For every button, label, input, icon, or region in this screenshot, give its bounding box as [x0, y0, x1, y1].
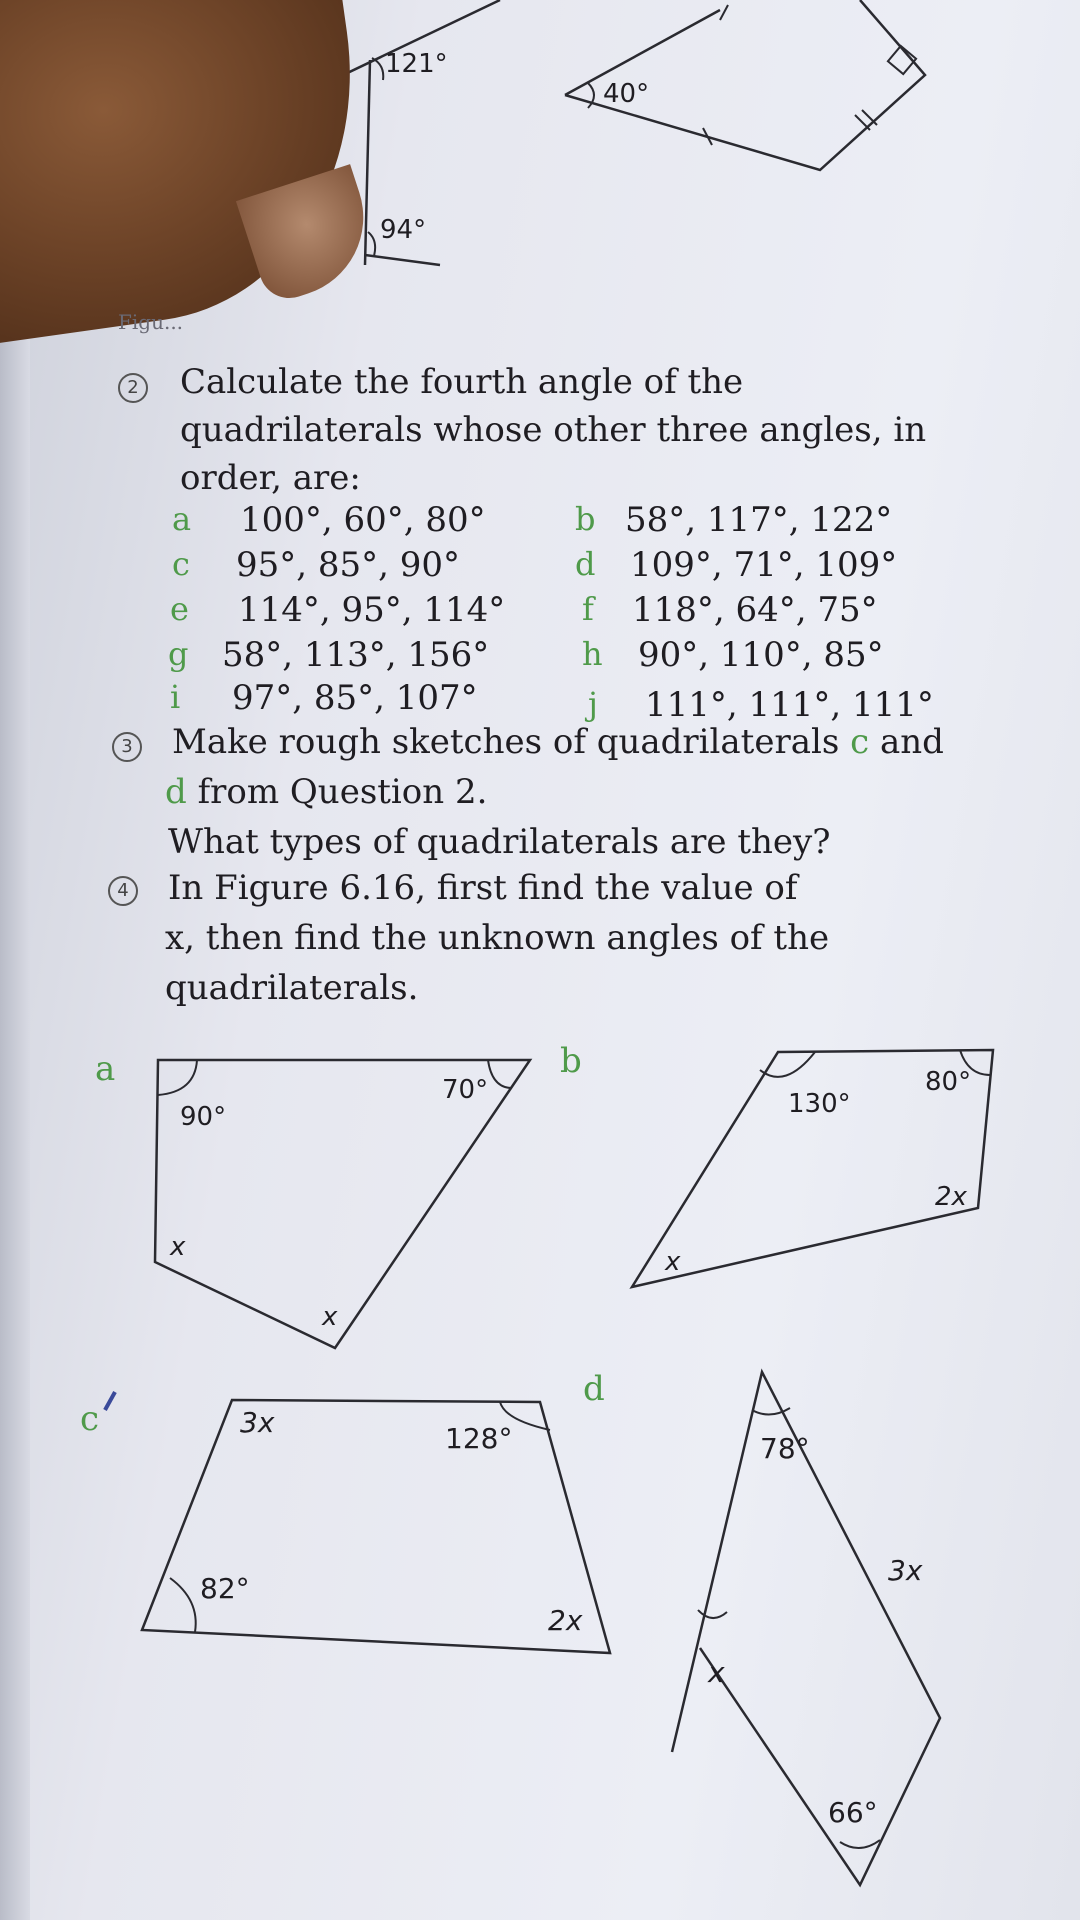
q2-item-e-text: 114°, 95°, 114° — [238, 590, 506, 630]
figure-b-angle-130: 130° — [788, 1089, 851, 1119]
figure-b-angle-80: 80° — [925, 1067, 972, 1097]
figure-c-angle-128: 128° — [445, 1422, 513, 1455]
q2-item-b-text: 58°, 117°, 122° — [625, 500, 893, 540]
figure-a-angle-x-left: x — [170, 1232, 186, 1262]
figure-c-letter: c — [80, 1399, 100, 1439]
q2-item-j-text: 111°, 111°, 111° — [645, 685, 934, 725]
figure-b-angle-x: x — [665, 1247, 681, 1277]
q3-line-1-post: and — [880, 722, 944, 762]
question-2-number: 2 — [118, 373, 148, 403]
figure-a-angle-70: 70° — [442, 1075, 489, 1105]
figure-d-angle-78: 78° — [760, 1432, 810, 1465]
q2-item-b-letter: b — [575, 500, 596, 538]
q2-item-a-text: 100°, 60°, 80° — [240, 500, 486, 540]
q4-line-2: x, then find the unknown angles of the — [165, 918, 830, 958]
q2-item-i-text: 97°, 85°, 107° — [232, 678, 478, 718]
q2-item-i-letter: i — [170, 678, 181, 716]
q2-item-d-text: 109°, 71°, 109° — [630, 545, 898, 585]
q3-line-2-post: from Question 2. — [197, 772, 488, 812]
q2-item-c-text: 95°, 85°, 90° — [236, 545, 461, 585]
q2-item-j-letter: j — [588, 685, 598, 723]
q3-ref-d: d — [165, 772, 187, 812]
figure-c-angle-3x: 3x — [240, 1406, 275, 1439]
figure-b-angle-2x: 2x — [935, 1182, 967, 1212]
figure-d-angle-66: 66° — [828, 1796, 878, 1829]
figure-d-angle-x: x — [708, 1656, 725, 1689]
figure-c-angle-82: 82° — [200, 1572, 250, 1605]
angle-94-label: 94° — [380, 215, 427, 245]
figure-d-angle-3x: 3x — [888, 1554, 923, 1587]
figure-b-arc-tl — [760, 1052, 815, 1077]
figure-c-arc-bl — [170, 1578, 196, 1632]
angle-40-label: 40° — [603, 79, 650, 109]
angle-121-label: 121° — [385, 49, 448, 79]
q2-item-f-letter: f — [582, 590, 594, 628]
figure-a-letter: a — [95, 1049, 116, 1089]
q2-line-2: quadrilaterals whose other three angles, in — [180, 410, 927, 450]
q3-line-3: What types of quadrilaterals are they? — [168, 822, 831, 862]
q2-item-e-letter: e — [170, 590, 189, 628]
q2-line-3: order, are: — [180, 458, 361, 498]
figure-b-letter: b — [560, 1041, 582, 1081]
q2-item-h-text: 90°, 110°, 85° — [638, 635, 884, 675]
q4-line-3: quadrilaterals. — [165, 968, 419, 1008]
figure-a-arc-tl — [158, 1060, 197, 1095]
q4-line-1: In Figure 6.16, first find the value of — [168, 868, 798, 908]
figure-c-angle-2x: 2x — [548, 1604, 583, 1637]
question-4-number: 4 — [108, 876, 138, 906]
q3-ref-c: c — [850, 722, 870, 762]
figure-c-quadrilateral — [142, 1400, 610, 1653]
question-3-number: 3 — [112, 732, 142, 762]
figure-a-arc-tr — [488, 1060, 512, 1088]
q2-item-g-letter: g — [168, 635, 189, 673]
q3-line-1-pre: Make rough sketches of quadrilaterals — [172, 722, 840, 762]
pen-tick-mark — [105, 1392, 115, 1410]
figure-caption-partial: Figu... — [118, 310, 184, 334]
figure-a-angle-x-bottom: x — [322, 1302, 338, 1332]
q2-line-1: Calculate the fourth angle of the — [180, 362, 744, 402]
figure-d-arc-bottom — [840, 1840, 880, 1848]
figure-d-arc-left — [698, 1610, 727, 1618]
q2-item-d-letter: d — [575, 545, 596, 583]
q2-item-g-text: 58°, 113°, 156° — [222, 635, 490, 675]
q2-item-a-letter: a — [172, 500, 192, 538]
figure-a-angle-90: 90° — [180, 1102, 227, 1132]
q2-item-c-letter: c — [172, 545, 190, 583]
figure-d-letter: d — [583, 1369, 605, 1409]
q2-item-h-letter: h — [582, 635, 603, 673]
q2-item-f-text: 118°, 64°, 75° — [632, 590, 878, 630]
